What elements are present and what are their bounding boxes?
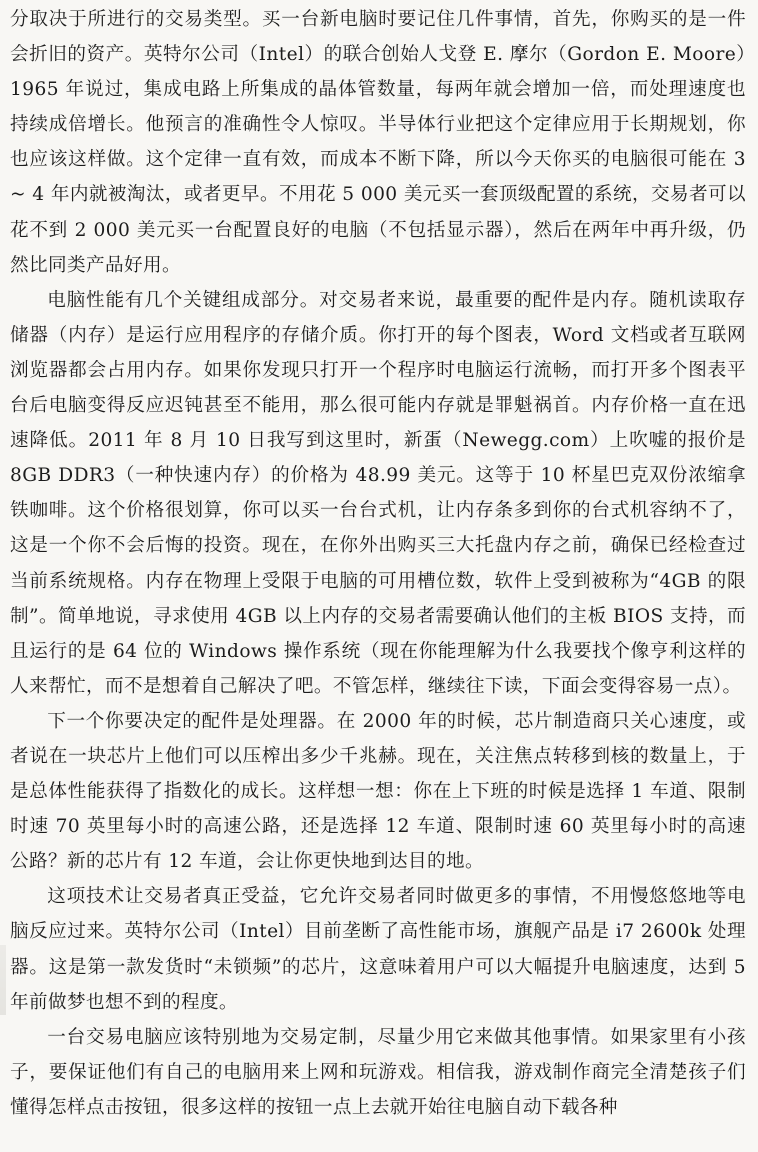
paragraph-continuation: 分取决于所进行的交易类型。买一台新电脑时要记住几件事情，首先，你购买的是一件会折旧的资产。英特尔公司（Intel）的联合创始人戈登 E. 摩尔（Gordon E. Moore）1965 年说过，集成电路上所集成的晶体管数量，每两年就会增加一倍，而处理速度也持续成倍增长。他预言的准确性令人惊叹。半导体行业把这个定律应用于长期规划，你也应该这样做。这个定律一直有效，而成本不断下降，所以今天你买的电脑很可能在 3 ~ 4 年内就被淘汰，或者更早。不用花 5 000 美元买一套顶级配置的系统，交易者可以花不到 2 000 美元买一台配置良好的电脑（不包括显示器），然后在两年中再升级，仍然比同类产品好用。	[10, 9, 746, 276]
paragraph-dedicated-computer: 一台交易电脑应该特别地为交易定制，尽量少用它来做其他事情。如果家里有小孩子，要保证他们有自己的电脑用来上网和玩游戏。相信我，游戏制作商完全清楚孩子们懂得怎样点击按钮，很多这样的按钮一点上去就开始往电脑自动下载各种	[10, 1026, 746, 1118]
paragraph-processor: 下一个你要决定的配件是处理器。在 2000 年的时候，芯片制造商只关心速度，或者说在一块芯片上他们可以压榨出多少千兆赫。现在，关注焦点转移到核的数量上，于是总体性能获得了指数化的成长。这样想一想：你在上下班的时候是选择 1 车道、限制时速 70 英里每小时的高速公路，还是选择 12 车道、限制时速 60 英里每小时的高速公路？新的芯片有 12 车道，会让你更快地到达目的地。	[10, 710, 746, 873]
paragraph-technology-benefit: 这项技术让交易者真正受益，它允许交易者同时做更多的事情，不用慢悠悠地等电脑反应过来。英特尔公司（Intel）目前垄断了高性能市场，旗舰产品是 i7 2600k 处理器。这是第一款发货时“未锁频”的芯片，这意味着用户可以大幅提升电脑速度，达到 5 年前做梦也想不到的程度。	[10, 886, 746, 1013]
paragraph-memory: 电脑性能有几个关键组成部分。对交易者来说，最重要的配件是内存。随机读取存储器（内存）是运行应用程序的存储介质。你打开的每个图表，Word 文档或者互联网浏览器都会占用内存。如果你发现只打开一个程序时电脑运行流畅，而打开多个图表平台后电脑变得反应迟钝甚至不能用，那么很可能内存就是罪魁祸首。内存价格一直在迅速降低。2011 年 8 月 10 日我写到这里时，新蛋（Newegg.com）上吹嘘的报价是 8GB DDR3（一种快速内存）的价格为 48.99 美元。这等于 10 杯星巴克双份浓缩拿铁咖啡。这个价格很划算，你可以买一台台式机，让内存条多到你的台式机容纳不了，这是一个你不会后悔的投资。现在，在你外出购买三大托盘内存之前，确保已经检查过当前系统规格。内存在物理上受限于电脑的可用槽位数，软件上受到被称为“4GB 的限制”。简单地说，寻求使用 4GB 以上内存的交易者需要确认他们的主板 BIOS 支持，而且运行的是 64 位的 Windows 操作系统（现在你能理解为什么我要找个像亨利这样的人来帮忙，而不是想着自己解决了吧。不管怎样，继续往下读，下面会变得容易一点）。	[10, 289, 746, 697]
page-edge-shadow	[0, 945, 6, 1015]
